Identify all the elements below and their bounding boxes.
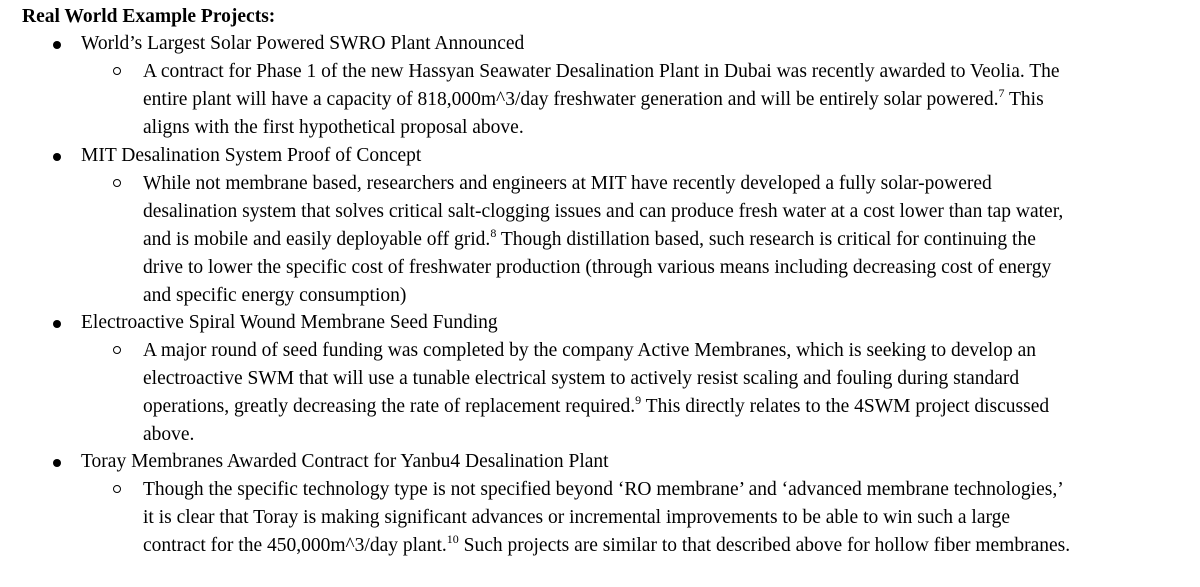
text-line: Though the specific technology type is not specified beyond ‘RO membrane’ and ‘advanced membrane technologies,’ [143, 479, 1064, 500]
text-fragment: entire plant will have a capacity of 818,000m^3/day freshwater generation and will be entirely solar powered. [143, 89, 999, 110]
text-line: desalination system that solves critical salt-clogging issues and can produce fresh water at a cost lower than tap water, [143, 201, 1064, 222]
bullet-title: Toray Membranes Awarded Contract for Yanbu4 Desalination Plant [81, 451, 609, 472]
sub-bullet-circle-icon [113, 485, 121, 493]
sub-bullet-circle-icon [113, 179, 121, 187]
section-heading: Real World Example Projects: [22, 6, 276, 27]
text-line [143, 226, 1143, 254]
text-fragment: operations, greatly decreasing the rate of replacement required. [143, 396, 636, 417]
sub-bullet-circle-icon [113, 346, 121, 354]
text-fragment: This [1004, 89, 1044, 110]
bullet-title: World’s Largest Solar Powered SWRO Plant Announced [81, 33, 525, 54]
text-line: electroactive SWM that will use a tunable electrical system to actively resist scaling and fouling during standard [143, 368, 1020, 389]
sub-item-text [143, 476, 1143, 560]
bullet-dot-icon [53, 153, 61, 161]
text-line: aligns with the first hypothetical proposal above. [143, 117, 524, 138]
text-line [143, 393, 1143, 421]
text-fragment: This directly relates to the 4SWM project discussed [641, 396, 1050, 417]
footnote-ref: 7 [998, 85, 1005, 100]
text-line: it is clear that Toray is making significant advances or incremental improvements to be able to win such a large [143, 507, 1011, 528]
sub-item-text [143, 58, 1143, 142]
bullet-dot-icon [53, 459, 61, 467]
text-line: drive to lower the specific cost of freshwater production (through various means including decreasing cost of energy [143, 257, 1052, 278]
sub-item-text [143, 170, 1143, 310]
text-line: A contract for Phase 1 of the new Hassyan Seawater Desalination Plant in Dubai was recently awarded to Veolia. The [143, 61, 1060, 82]
text-line: A major round of seed funding was completed by the company Active Membranes, which is seeking to develop an [143, 340, 1036, 361]
text-line [143, 532, 1143, 560]
bullet-dot-icon [53, 320, 61, 328]
text-fragment: Though distillation based, such research is critical for continuing the [496, 229, 1036, 250]
text-line: While not membrane based, researchers and engineers at MIT have recently developed a fully solar-powered [143, 173, 992, 194]
bullet-dot-icon [53, 41, 61, 49]
sub-bullet-circle-icon [113, 67, 121, 75]
text-line: and specific energy consumption) [143, 285, 407, 306]
text-line: above. [143, 424, 195, 445]
text-fragment: contract for the 450,000m^3/day plant. [143, 535, 447, 556]
text-line [143, 86, 1143, 114]
text-fragment: and is mobile and easily deployable off grid. [143, 229, 491, 250]
text-fragment: Such projects are similar to that described above for hollow fiber membranes. [458, 535, 1071, 556]
footnote-ref: 10 [446, 531, 459, 546]
bullet-title: Electroactive Spiral Wound Membrane Seed Funding [81, 312, 498, 333]
bullet-title: MIT Desalination System Proof of Concept [81, 145, 422, 166]
footnote-ref: 8 [490, 225, 497, 240]
footnote-ref: 9 [635, 392, 642, 407]
sub-item-text [143, 337, 1143, 449]
